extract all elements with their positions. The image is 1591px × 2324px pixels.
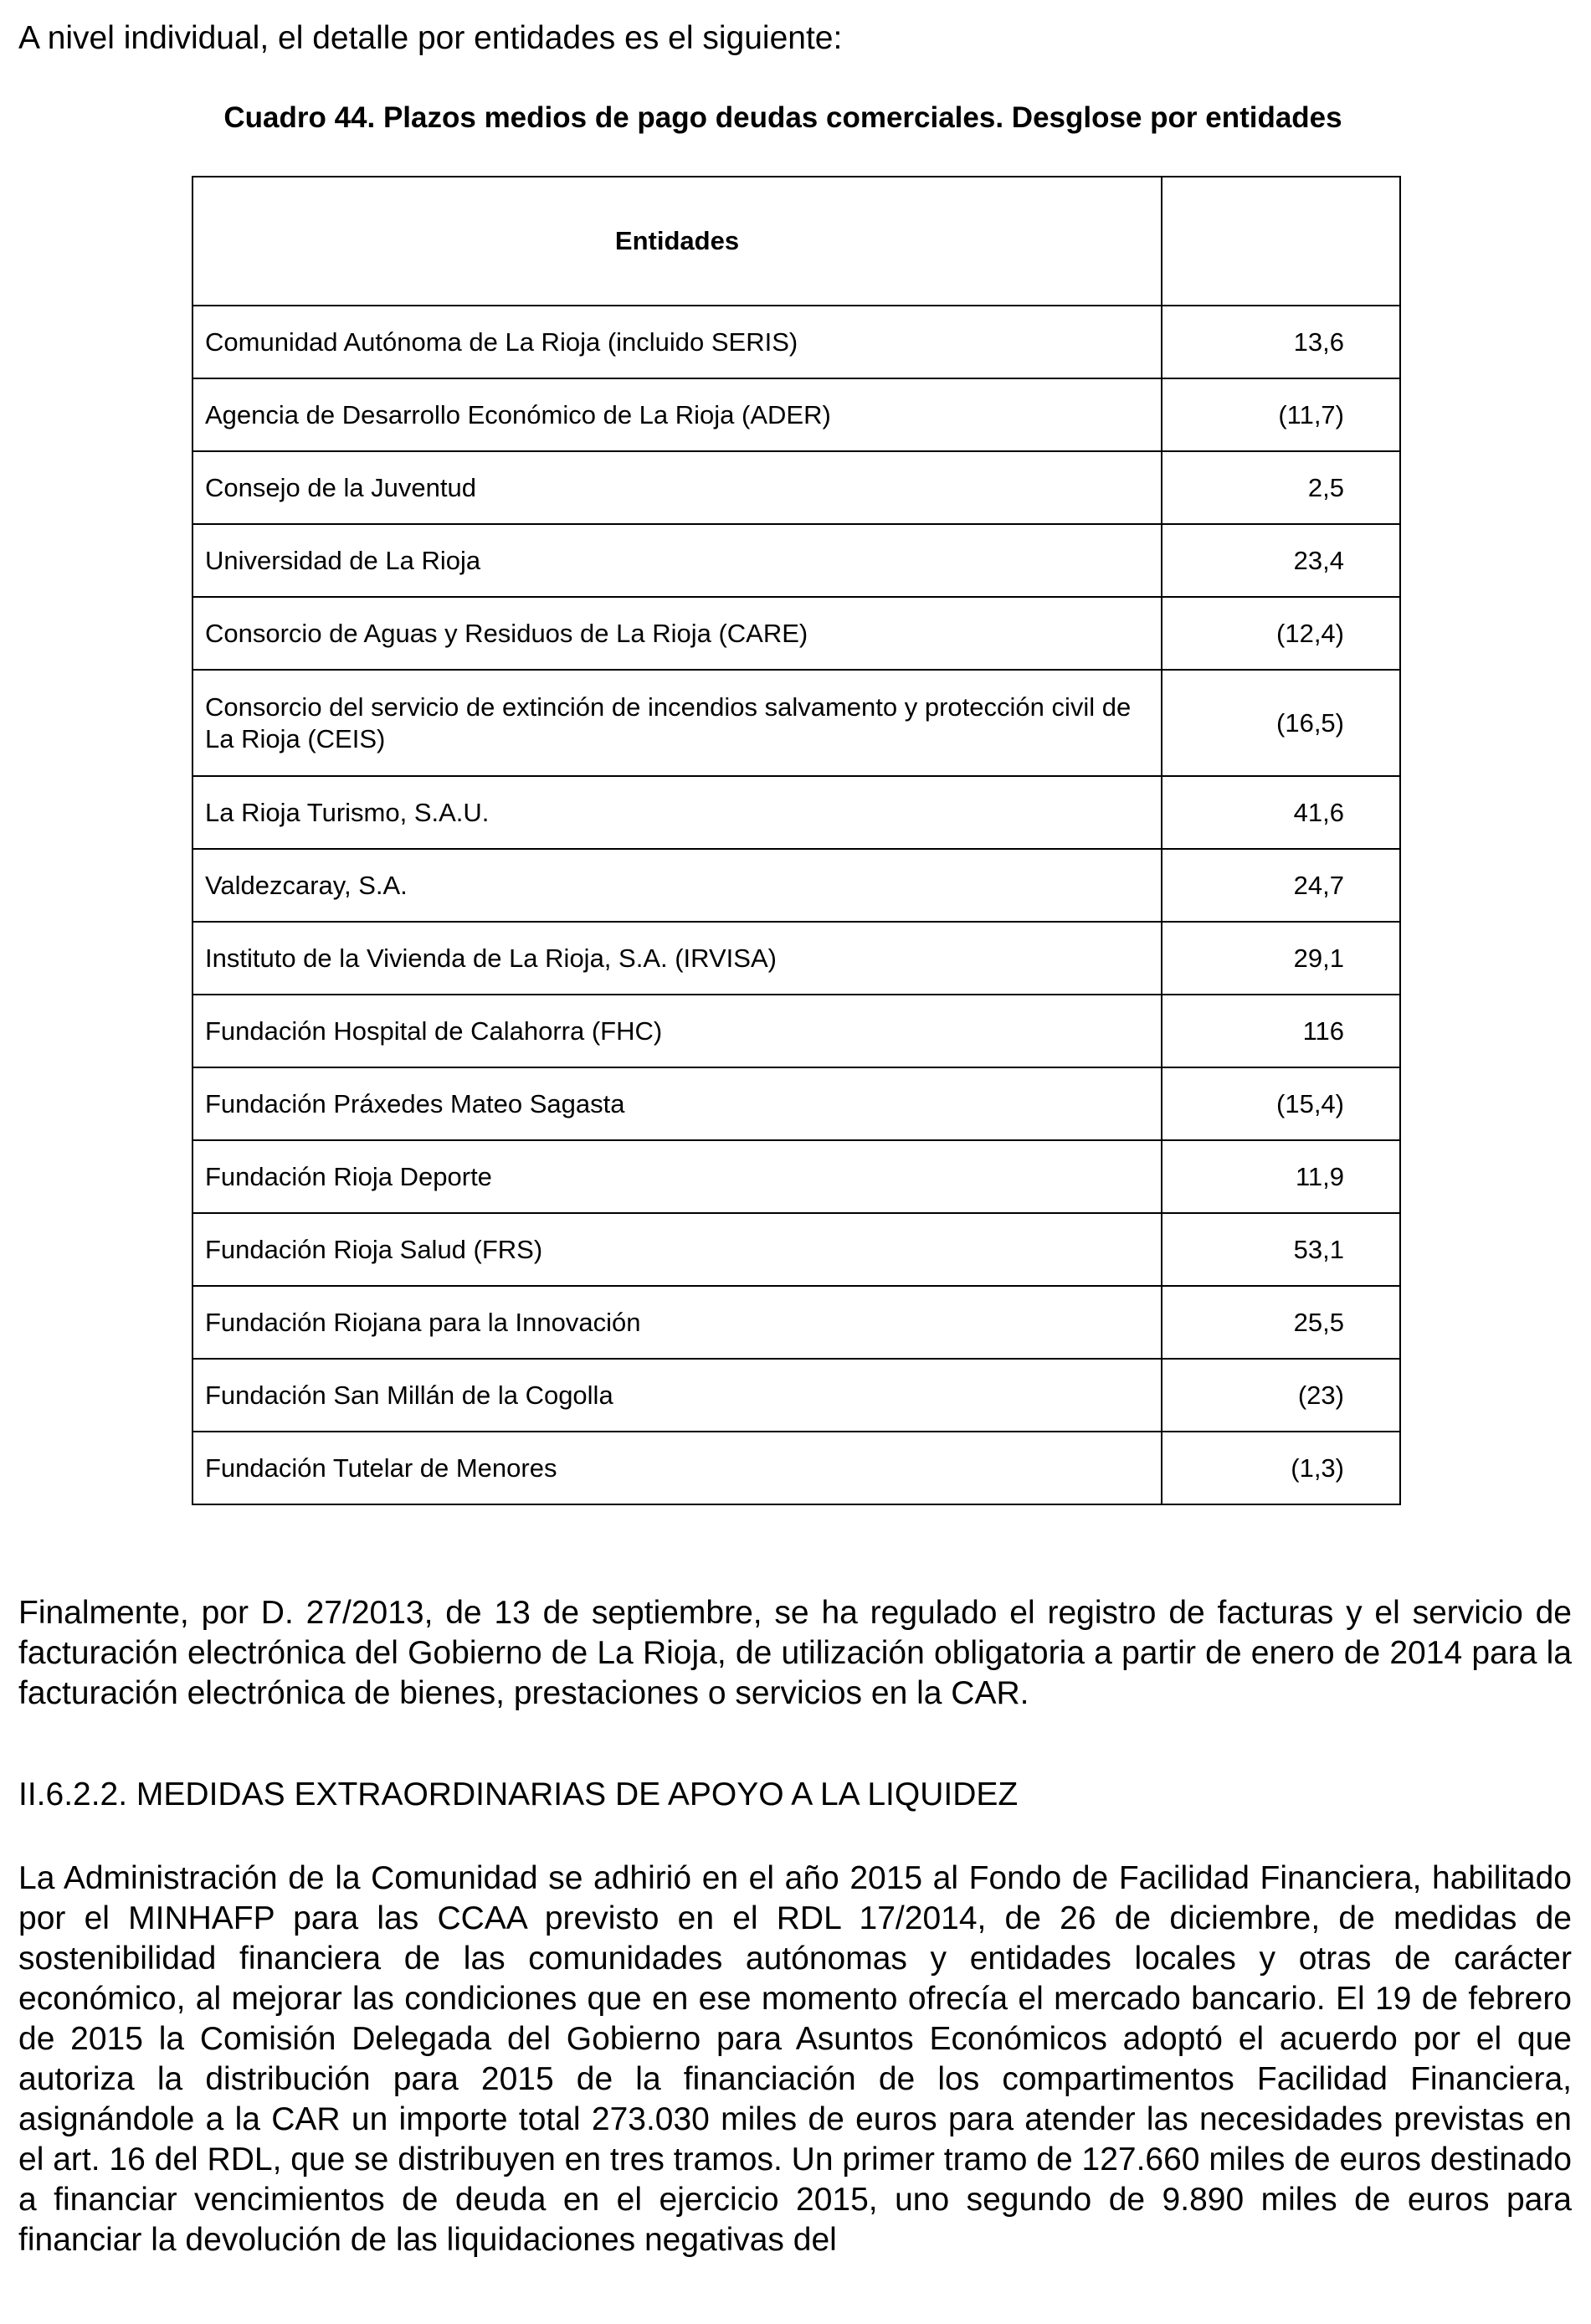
table-row [192,776,1400,849]
table-row [192,378,1400,451]
value-cell: 11,9 [1162,1140,1400,1213]
value-cell: (16,5) [1162,670,1400,776]
entity-cell: Fundación Riojana para la Innovación [192,1286,1162,1359]
value-cell: (23) [1162,1359,1400,1432]
value-cell: 24,7 [1162,849,1400,922]
section-heading: II.6.2.2. MEDIDAS EXTRAORDINARIAS DE APOYO A LA LIQUIDEZ [18,1776,1019,1812]
entity-cell: Fundación Hospital de Calahorra (FHC) [192,995,1162,1067]
entity-cell: Instituto de la Vivienda de La Rioja, S.A. (IRVISA) [192,922,1162,995]
header-entities: Entidades [192,177,1162,306]
entity-cell: Consorcio del servicio de extinción de incendios salvamento y protección civil de La Rioja (CEIS) [192,670,1162,776]
entity-cell: Comunidad Autónoma de La Rioja (incluido SERIS) [192,306,1162,378]
value-cell: (11,7) [1162,378,1400,451]
table-row [192,597,1400,670]
table-row [192,849,1400,922]
entity-cell: Fundación Rioja Deporte [192,1140,1162,1213]
value-cell: 53,1 [1162,1213,1400,1286]
table-row [192,1359,1400,1432]
table-row [192,1213,1400,1286]
table-caption-text: Cuadro 44. Plazos medios de pago deudas comerciales. Desglose por entidades [223,101,1342,134]
table-header-row [192,177,1400,306]
table-row [192,1140,1400,1213]
table-row [192,995,1400,1067]
entity-cell: Agencia de Desarrollo Económico de La Rioja (ADER) [192,378,1162,451]
payment-periods-table [192,176,1401,1505]
entity-cell: Valdezcaray, S.A. [192,849,1162,922]
value-cell: (15,4) [1162,1067,1400,1140]
intro-text: A nivel individual, el detalle por entidades es el siguiente: [18,20,843,56]
table-row [192,670,1400,776]
entity-cell: Universidad de La Rioja [192,524,1162,597]
table-row [192,524,1400,597]
paragraph-invoicing: Finalmente, por D. 27/2013, de 13 de septiembre, se ha regulado el registro de facturas y el servicio de facturación electrónica del Gobierno de La Rioja, de utilización obligatoria a partir de enero de 2014 para la facturación electrónica de bienes, prestaciones o servicios en la CAR. [18,1595,1572,1711]
table-row [192,1432,1400,1504]
table-row [192,1067,1400,1140]
table-caption [0,99,1591,137]
value-cell: 23,4 [1162,524,1400,597]
value-cell: 25,5 [1162,1286,1400,1359]
value-cell: (1,3) [1162,1432,1400,1504]
entity-cell: Consejo de la Juventud [192,451,1162,524]
paragraph-liquidity-measures: La Administración de la Comunidad se adhirió en el año 2015 al Fondo de Facilidad Financiera, habilitado por el MINHAFP para las CCAA previsto en el RDL 17/2014, de 26 de diciembre, de medidas de sostenibilidad financiera de las comunidades autónomas y entidades locales y otras de carácter económico, al mejorar las condiciones que en ese momento ofrecía el mercado bancario. El 19 de febrero de 2015 la Comisión Delegada del Gobierno para Asuntos Económicos adoptó el acuerdo por el que autoriza la distribución para 2015 de la financiación de los compartimentos Facilidad Financiera, asignándole a la CAR un importe total 273.030 miles de euros para atender las necesidades previstas en el art. 16 del RDL, que se distribuyen en tres tramos. Un primer tramo de 127.660 miles de euros destinado a financiar vencimientos de deuda en el ejercicio 2015, uno segundo de 9.890 miles de euros para financiar la devolución de las liquidaciones negativas del [18,1860,1572,2258]
value-cell: 13,6 [1162,306,1400,378]
entity-cell: Consorcio de Aguas y Residuos de La Rioja (CARE) [192,597,1162,670]
header-value [1162,177,1400,306]
entity-cell: Fundación Práxedes Mateo Sagasta [192,1067,1162,1140]
table-row [192,306,1400,378]
entity-cell: Fundación Rioja Salud (FRS) [192,1213,1162,1286]
entity-cell: La Rioja Turismo, S.A.U. [192,776,1162,849]
value-cell: 116 [1162,995,1400,1067]
value-cell: 2,5 [1162,451,1400,524]
table-row [192,451,1400,524]
table-row [192,922,1400,995]
entity-cell: Fundación Tutelar de Menores [192,1432,1162,1504]
entity-cell: Fundación San Millán de la Cogolla [192,1359,1162,1432]
value-cell: 41,6 [1162,776,1400,849]
table-row [192,1286,1400,1359]
value-cell: 29,1 [1162,922,1400,995]
value-cell: (12,4) [1162,597,1400,670]
